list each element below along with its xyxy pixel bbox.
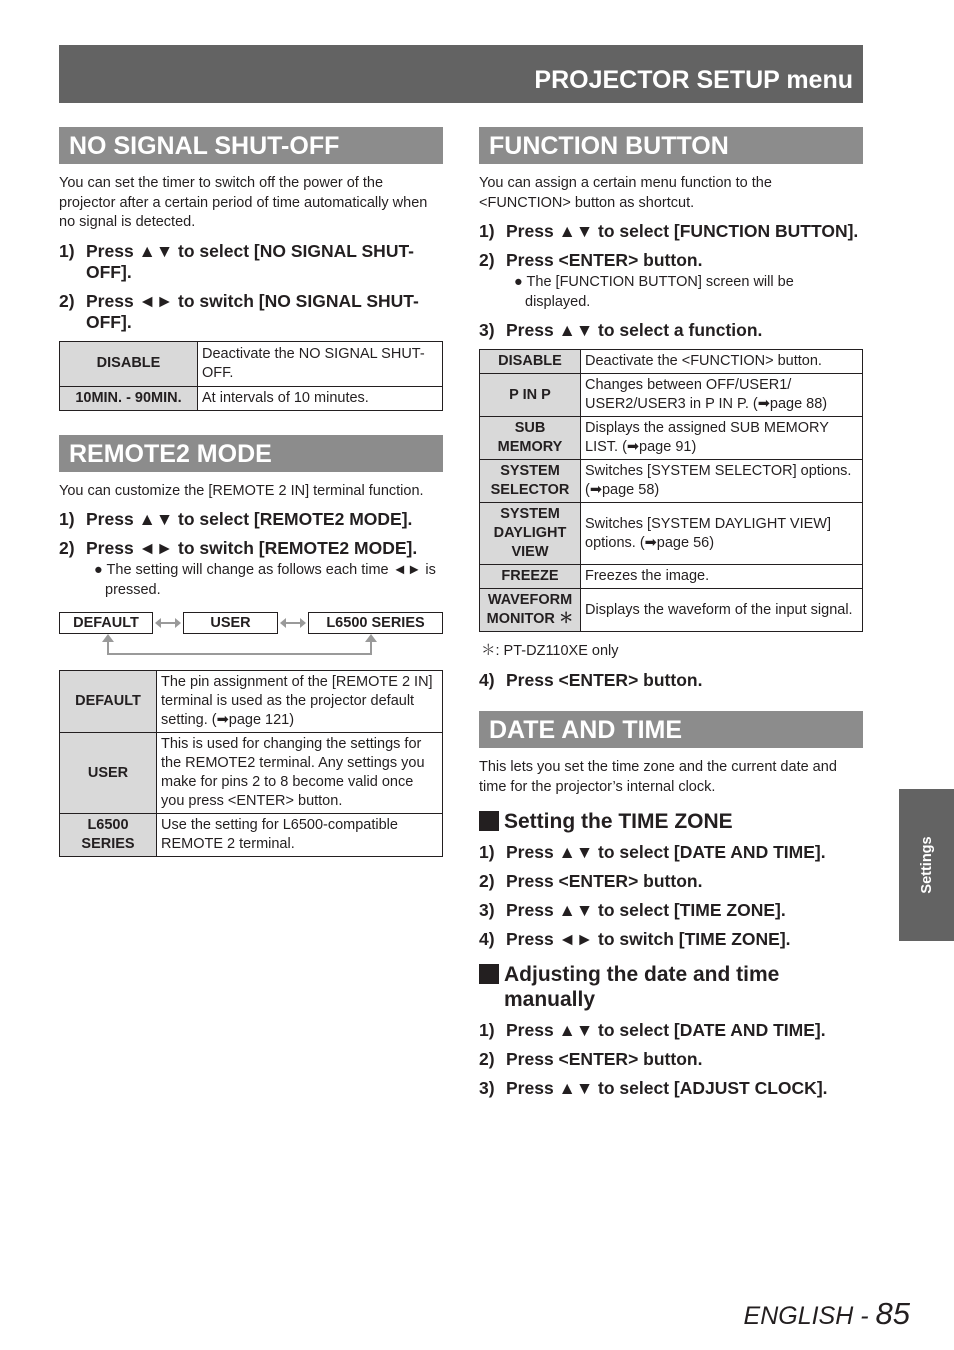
subsection-adjust-clock: Adjusting the date and time manually: [479, 962, 863, 1012]
header-bar: [59, 45, 863, 103]
time-zone-steps: [479, 842, 863, 950]
settings-side-tab: Settings: [899, 789, 954, 941]
date-time-intro: This lets you set the time zone and the current date and time for the projector’s internal clock.: [479, 759, 837, 795]
right-column: [479, 127, 863, 1107]
step: 1) Press ▲▼ to select [FUNCTION BUTTON].: [479, 221, 859, 241]
function-button-intro: You can assign a certain menu function to the <FUNCTION> button as shortcut.: [479, 175, 772, 211]
step: 1) Press ▲▼ to select [REMOTE2 MODE].: [59, 509, 413, 529]
flow-default: DEFAULT: [59, 612, 153, 634]
square-bullet-icon: [479, 811, 499, 831]
section-title-date-time: DATE AND TIME: [479, 711, 863, 748]
bullet-note: ● The setting will change as follows each time ◄► is pressed.: [94, 562, 436, 598]
flow-user: USER: [183, 612, 278, 634]
function-button-steps: [479, 221, 863, 341]
table-row: FREEZE Freezes the image.: [480, 565, 863, 589]
table-row: L6500 SERIES Use the setting for L6500-compatible REMOTE 2 terminal.: [60, 814, 443, 857]
page-number: 85: [875, 1296, 910, 1331]
step: 4) Press ◄► to switch [TIME ZONE].: [479, 929, 791, 949]
step: 3) Press ▲▼ to select [ADJUST CLOCK].: [479, 1078, 828, 1098]
remote2-intro: You can customize the [REMOTE 2 IN] terminal function.: [59, 482, 424, 499]
section-title-remote2: REMOTE2 MODE: [59, 435, 443, 472]
step: 1) Press ▲▼ to select [NO SIGNAL SHUT-OFF].: [59, 240, 415, 282]
left-column: [59, 127, 443, 857]
step: 1) Press ▲▼ to select [DATE AND TIME].: [479, 1020, 826, 1040]
step: 2) Press <ENTER> button.: [479, 871, 703, 891]
step: 4) Press <ENTER> button.: [479, 670, 703, 690]
table-row: SYSTEM DAYLIGHT VIEW Switches [SYSTEM DAYLIGHT VIEW] options. (➡page 56): [480, 503, 863, 565]
table-row: DISABLE Deactivate the <FUNCTION> button.: [480, 350, 863, 374]
section-title-no-signal: NO SIGNAL SHUT-OFF: [59, 127, 443, 164]
function-button-table: [479, 349, 863, 632]
table-row: SUB MEMORY Displays the assigned SUB MEMORY LIST. (➡page 91): [480, 417, 863, 460]
no-signal-intro: You can set the timer to switch off the power of the projector after a certain period of time automatically when no signal is detected.: [59, 175, 428, 230]
no-signal-table: [59, 341, 443, 411]
table-row: DISABLE Deactivate the NO SIGNAL SHUT-OFF.: [60, 341, 443, 386]
square-bullet-icon: [479, 964, 499, 984]
mode-flow-diagram: [59, 612, 443, 668]
step: 2) Press <ENTER> button.: [479, 250, 703, 270]
step: 3) Press ▲▼ to select a function.: [479, 320, 763, 340]
table-row: WAVEFORM MONITOR ＊ Displays the waveform of the input signal.: [480, 589, 863, 632]
step: 3) Press ▲▼ to select [TIME ZONE].: [479, 900, 786, 920]
table-row: USER This is used for changing the settings for the REMOTE2 terminal. Any settings you make for pins 2 to 8 become valid once you press <ENTER> button.: [60, 733, 443, 814]
remote2-steps: [59, 509, 443, 600]
page-footer: [744, 1296, 910, 1332]
page-title: PROJECTOR SETUP menu: [534, 66, 853, 94]
step: 2) Press <ENTER> button.: [479, 1049, 703, 1069]
footnote: ＊: PT-DZ110XE only: [481, 643, 619, 659]
subsection-time-zone: Setting the TIME ZONE: [479, 809, 863, 834]
table-row: 10MIN. - 90MIN. At intervals of 10 minutes.: [60, 386, 443, 410]
table-row: P IN P Changes between OFF/USER1/ USER2/USER3 in P IN P. (➡page 88): [480, 374, 863, 417]
section-title-function-button: FUNCTION BUTTON: [479, 127, 863, 164]
remote2-table: [59, 670, 443, 857]
footer-language: ENGLISH -: [743, 1302, 876, 1330]
table-row: DEFAULT The pin assignment of the [REMOTE 2 IN] terminal is used as the projector default setting. (➡page 121): [60, 671, 443, 733]
step: 2) Press ◄► to switch [NO SIGNAL SHUT-OFF].: [59, 290, 419, 332]
flow-l6500: L6500 SERIES: [308, 612, 443, 634]
no-signal-steps: [59, 241, 443, 333]
bullet-note: ● The [FUNCTION BUTTON] screen will be displayed.: [514, 274, 794, 310]
step: 1) Press ▲▼ to select [DATE AND TIME].: [479, 842, 826, 862]
table-row: SYSTEM SELECTOR Switches [SYSTEM SELECTOR] options. (➡page 58): [480, 460, 863, 503]
adjust-clock-steps: [479, 1020, 863, 1099]
step: 2) Press ◄► to switch [REMOTE2 MODE].: [59, 538, 418, 558]
